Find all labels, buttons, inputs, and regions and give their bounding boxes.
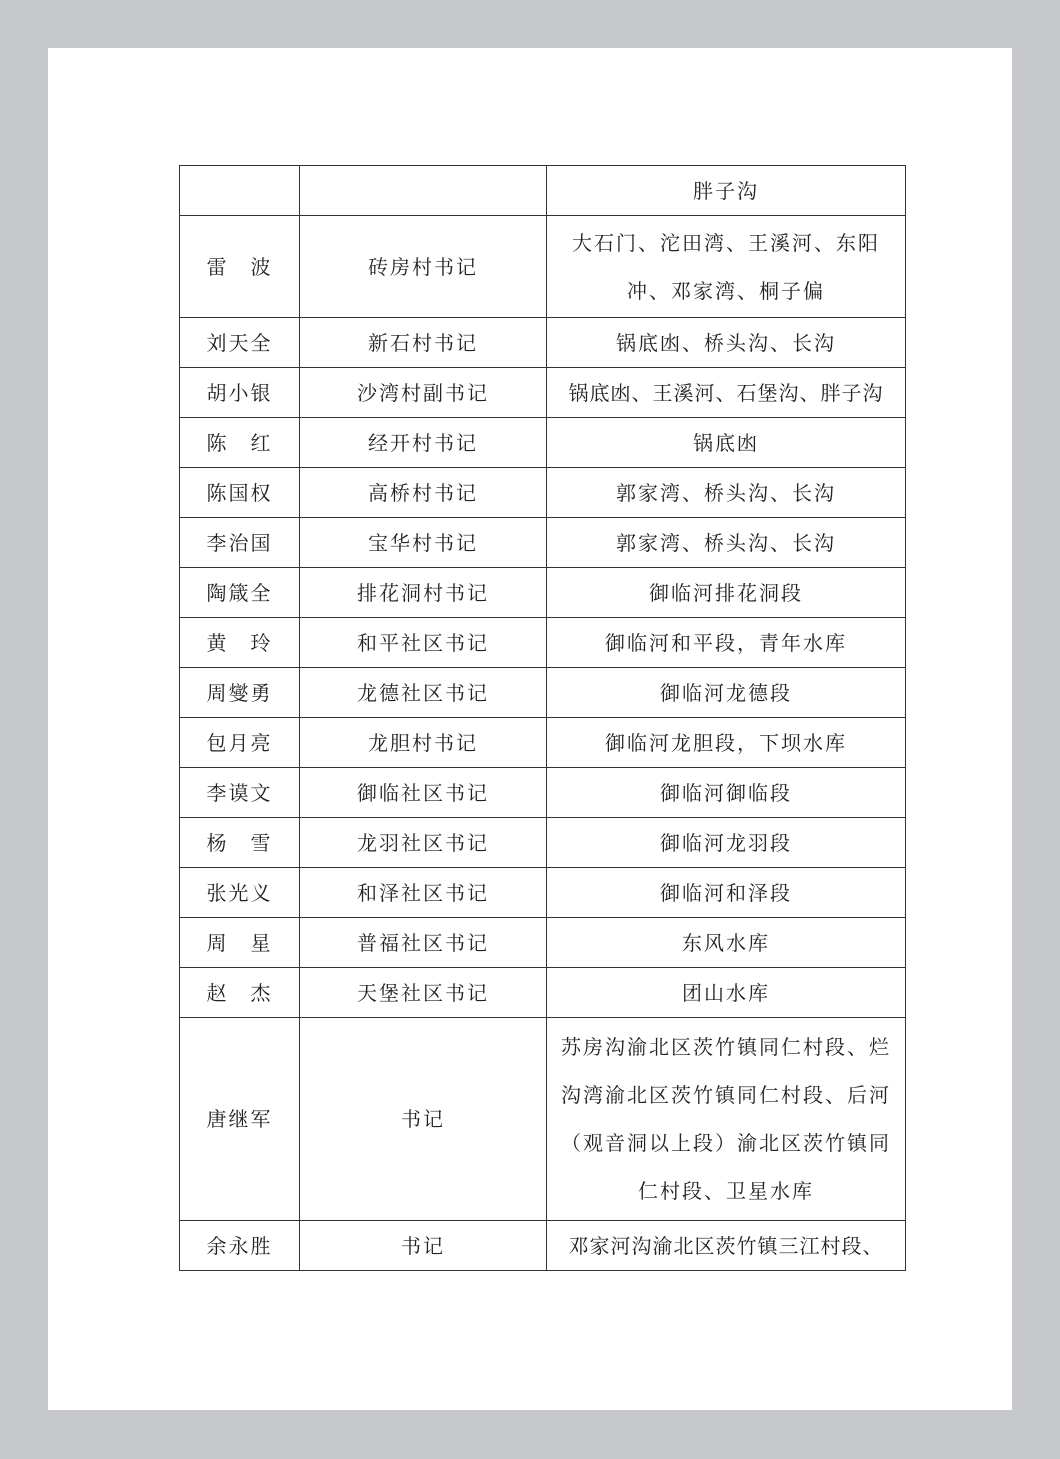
name-cell: 张光义 — [180, 868, 300, 918]
position-cell: 新石村书记 — [300, 318, 547, 368]
name-cell: 李治国 — [180, 518, 300, 568]
name-cell: 周 星 — [180, 918, 300, 968]
area-cell: 御临河和平段，青年水库 — [547, 618, 906, 668]
position-cell: 和平社区书记 — [300, 618, 547, 668]
table-row — [180, 718, 906, 768]
name-cell: 周燮勇 — [180, 668, 300, 718]
position-cell: 沙湾村副书记 — [300, 368, 547, 418]
position-cell: 普福社区书记 — [300, 918, 547, 968]
table-row — [180, 768, 906, 818]
position-cell: 龙德社区书记 — [300, 668, 547, 718]
area-cell: 东风水库 — [547, 918, 906, 968]
area-cell: 御临河排花洞段 — [547, 568, 906, 618]
position-cell: 宝华村书记 — [300, 518, 547, 568]
area-cell: 御临河龙德段 — [547, 668, 906, 718]
position-cell: 书记 — [300, 1018, 547, 1221]
name-cell: 黄 玲 — [180, 618, 300, 668]
table-row — [180, 1018, 906, 1221]
position-cell: 和泽社区书记 — [300, 868, 547, 918]
table-row — [180, 318, 906, 368]
position-cell: 高桥村书记 — [300, 468, 547, 518]
name-cell: 杨 雪 — [180, 818, 300, 868]
name-cell: 陈 红 — [180, 418, 300, 468]
table-row — [180, 166, 906, 216]
area-cell: 锅底凼 — [547, 418, 906, 468]
position-cell: 御临社区书记 — [300, 768, 547, 818]
position-cell: 天堡社区书记 — [300, 968, 547, 1018]
name-cell: 刘天全 — [180, 318, 300, 368]
document-page — [48, 48, 1012, 1410]
name-cell: 余永胜 — [180, 1221, 300, 1271]
name-cell: 唐继军 — [180, 1018, 300, 1221]
area-cell: 邓家河沟渝北区茨竹镇三江村段、 — [547, 1221, 906, 1271]
area-cell: 大石门、沱田湾、王溪河、东阳冲、邓家湾、桐子偏 — [547, 216, 906, 318]
table-row — [180, 368, 906, 418]
table-row — [180, 468, 906, 518]
table-row — [180, 818, 906, 868]
table-row — [180, 618, 906, 668]
position-cell: 龙羽社区书记 — [300, 818, 547, 868]
table-row — [180, 918, 906, 968]
table-row — [180, 1221, 906, 1271]
table-row — [180, 868, 906, 918]
position-cell: 书记 — [300, 1221, 547, 1271]
name-cell: 陶箴全 — [180, 568, 300, 618]
position-cell: 龙胆村书记 — [300, 718, 547, 768]
area-cell: 团山水库 — [547, 968, 906, 1018]
table-row — [180, 568, 906, 618]
area-cell: 御临河和泽段 — [547, 868, 906, 918]
area-cell: 苏房沟渝北区茨竹镇同仁村段、烂沟湾渝北区茨竹镇同仁村段、后河（观音洞以上段）渝北区茨竹镇同仁村段、卫星水库 — [547, 1018, 906, 1221]
area-cell: 御临河御临段 — [547, 768, 906, 818]
name-cell: 赵 杰 — [180, 968, 300, 1018]
area-cell: 御临河龙胆段，下坝水库 — [547, 718, 906, 768]
table-row — [180, 668, 906, 718]
name-cell: 包月亮 — [180, 718, 300, 768]
position-cell: 排花洞村书记 — [300, 568, 547, 618]
area-cell: 郭家湾、桥头沟、长沟 — [547, 468, 906, 518]
name-cell: 李谟文 — [180, 768, 300, 818]
position-cell — [300, 166, 547, 216]
table-row — [180, 968, 906, 1018]
area-cell: 锅底凼、桥头沟、长沟 — [547, 318, 906, 368]
table-row — [180, 518, 906, 568]
name-cell: 胡小银 — [180, 368, 300, 418]
area-cell: 锅底凼、王溪河、石堡沟、胖子沟 — [547, 368, 906, 418]
name-cell: 雷 波 — [180, 216, 300, 318]
area-cell: 御临河龙羽段 — [547, 818, 906, 868]
table-row — [180, 418, 906, 468]
area-cell: 胖子沟 — [547, 166, 906, 216]
area-cell: 郭家湾、桥头沟、长沟 — [547, 518, 906, 568]
table-row — [180, 216, 906, 318]
name-cell: 陈国权 — [180, 468, 300, 518]
position-cell: 经开村书记 — [300, 418, 547, 468]
river-chief-table — [179, 165, 906, 1271]
name-cell — [180, 166, 300, 216]
position-cell: 砖房村书记 — [300, 216, 547, 318]
